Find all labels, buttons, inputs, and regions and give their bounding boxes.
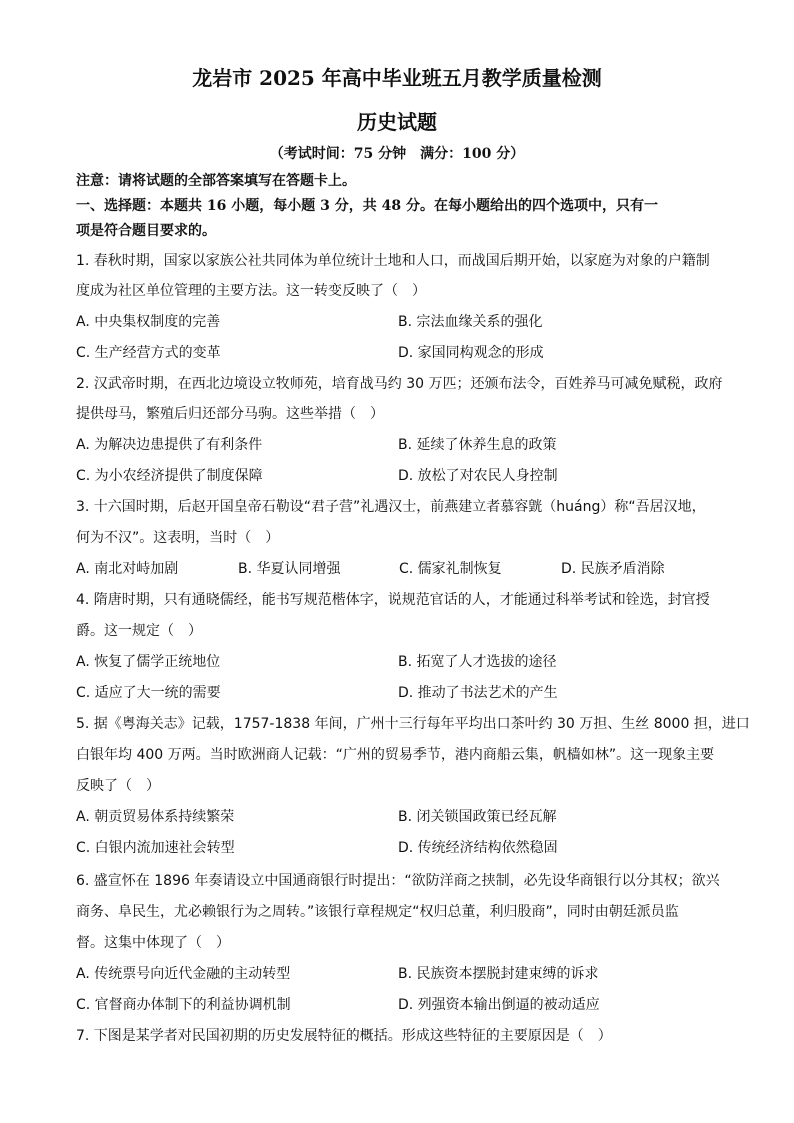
- question-5-option-c: C. 白银内流加速社会转型: [76, 840, 235, 856]
- question-3-line-2: 何为不汉”。这表明，当时（ ）: [76, 530, 280, 546]
- question-3-option-a: A. 南北对峙加剧: [76, 561, 179, 577]
- question-1-option-b: B. 宗法血缘关系的强化: [398, 314, 543, 330]
- question-4-option-d: D. 推动了书法艺术的产生: [398, 685, 558, 701]
- question-1-line-2: 度成为社区单位管理的主要方法。这一转变反映了（ ）: [76, 283, 426, 299]
- question-5-line-1: 5. 据《粤海关志》记载，1757-1838 年间，广州十三行每年平均出口茶叶约 30 万担、生丝 8000 担，进口: [76, 716, 750, 732]
- notice: 注意：请将试题的全部答案填写在答题卡上。: [76, 173, 356, 189]
- question-3-option-b: B. 华夏认同增强: [238, 561, 341, 577]
- question-7-line-1: 7. 下图是某学者对民国初期的历史发展特征的概括。形成这些特征的主要原因是（ ）: [76, 1028, 612, 1044]
- question-3-option-c: C. 儒家礼制恢复: [399, 561, 502, 577]
- question-5-line-2: 白银年均 400 万两。当时欧洲商人记载：“广州的贸易季节，港内商船云集，帆樯如林”。这一现象主要: [76, 747, 715, 763]
- question-2-option-c: C. 为小农经济提供了制度保障: [76, 468, 263, 484]
- question-3-option-d: D. 民族矛盾消除: [561, 561, 665, 577]
- question-4-option-c: C. 适应了大一统的需要: [76, 685, 221, 701]
- question-5-option-d: D. 传统经济结构依然稳固: [398, 840, 558, 856]
- question-5-line-3: 反映了（ ）: [76, 778, 160, 794]
- question-1-line-1: 1. 春秋时期，国家以家族公社共同体为单位统计土地和人口，而战国后期开始，以家庭为对象的户籍制: [76, 253, 710, 269]
- exam-info: （考试时间：75 分钟 满分：100 分）: [269, 146, 525, 162]
- question-4-line-1: 4. 隋唐时期，只有通晓儒经，能书写规范楷体字，说规范官话的人，才能通过科举考试和铨选，封官授: [76, 592, 710, 608]
- question-2-option-a: A. 为解决边患提供了有利条件: [76, 437, 263, 453]
- question-4-line-2: 爵。这一规定（ ）: [76, 623, 202, 639]
- question-2-option-d: D. 放松了对农民人身控制: [398, 468, 558, 484]
- exam-subject: 历史试题: [357, 110, 437, 134]
- question-4-option-b: B. 拓宽了人才选拔的途径: [398, 654, 557, 670]
- question-5-option-b: B. 闭关锁国政策已经瓦解: [398, 809, 557, 825]
- question-3-line-1: 3. 十六国时期，后赵开国皇帝石勒设“君子营”礼遇汉士，前燕建立者慕容皝（huáng）称“吾居汉地，: [76, 499, 706, 515]
- question-2-line-2: 提供母马，繁殖后归还部分马驹。这些举措（ ）: [76, 406, 384, 422]
- question-1-option-c: C. 生产经营方式的变革: [76, 345, 221, 361]
- section-heading-line1: 一、选择题：本题共 16 小题，每小题 3 分，共 48 分。在每小题给出的四个选项中，只有一: [76, 198, 658, 214]
- question-6-option-c: C. 官督商办体制下的利益协调机制: [76, 997, 291, 1013]
- question-6-line-3: 督。这集中体现了（ ）: [76, 935, 230, 951]
- question-4-option-a: A. 恢复了儒学正统地位: [76, 654, 221, 670]
- question-1-option-a: A. 中央集权制度的完善: [76, 314, 221, 330]
- question-5-option-a: A. 朝贡贸易体系持续繁荣: [76, 809, 235, 825]
- exam-title: 龙岩市 2025 年高中毕业班五月教学质量检测: [192, 66, 602, 90]
- question-6-option-d: D. 列强资本输出倒逼的被动适应: [398, 997, 600, 1013]
- question-6-line-1: 6. 盛宣怀在 1896 年奏请设立中国通商银行时提出：“欲防洋商之挟制，必先设华商银行以分其权；欲兴: [76, 873, 720, 889]
- question-6-option-a: A. 传统票号向近代金融的主动转型: [76, 966, 291, 982]
- question-2-option-b: B. 延续了休养生息的政策: [398, 437, 557, 453]
- section-heading-line2: 项是符合题目要求的。: [76, 223, 216, 239]
- question-1-option-d: D. 家国同构观念的形成: [398, 345, 544, 361]
- question-6-line-2: 商务、阜民生，尤必赖银行为之周转。”该银行章程规定“权归总董，利归股商”，同时由朝廷派员监: [76, 904, 679, 920]
- question-2-line-1: 2. 汉武帝时期，在西北边境设立牧师苑，培育战马约 30 万匹；还颁布法令，百姓养马可减免赋税，政府: [76, 376, 723, 392]
- question-6-option-b: B. 民族资本摆脱封建束缚的诉求: [398, 966, 599, 982]
